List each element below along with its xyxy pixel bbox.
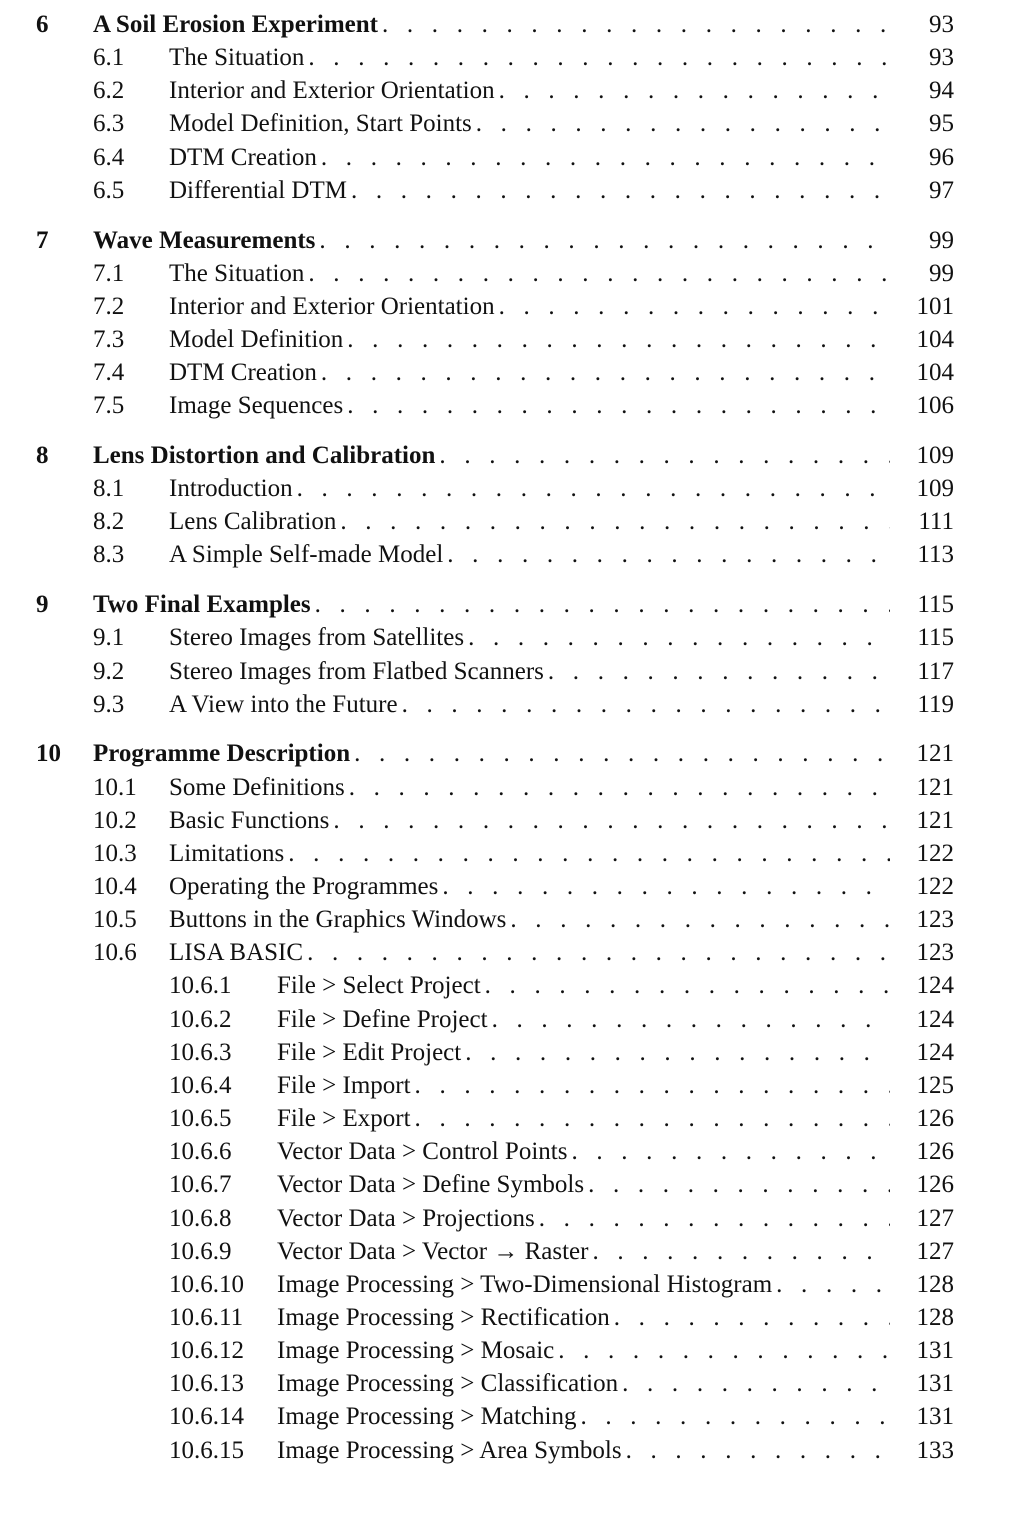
toc-entry-number: 6.1 — [93, 44, 125, 72]
toc-entry-number: 9 — [36, 591, 49, 619]
toc-entry-number: 7.5 — [93, 392, 125, 420]
toc-page-number: 123 — [916, 939, 954, 967]
toc-entry-number: 10.3 — [93, 839, 137, 867]
toc-entry-number: 10.6.6 — [169, 1138, 232, 1166]
leader-dots — [307, 936, 890, 969]
toc-page-number: 122 — [916, 839, 954, 867]
leader-dots — [622, 1367, 890, 1400]
toc-entry — [277, 1434, 890, 1467]
leader-dots — [321, 356, 890, 389]
toc-page-number: 94 — [929, 77, 954, 105]
toc-entry — [277, 1301, 890, 1334]
toc-entry-title: Vector Data > Projections — [277, 1204, 535, 1232]
toc-page-number: 93 — [929, 44, 954, 72]
toc-entry-number: 10.6.15 — [169, 1436, 244, 1464]
leader-dots — [499, 290, 890, 323]
toc-chapter-row — [0, 224, 1026, 257]
toc-entry-title: File > Edit Project — [277, 1038, 462, 1066]
leader-dots — [308, 257, 890, 290]
leader-dots — [465, 1036, 890, 1069]
toc-section-row — [0, 936, 1026, 969]
leader-dots — [548, 655, 890, 688]
toc-entry — [169, 870, 890, 903]
toc-page-number: 126 — [916, 1105, 954, 1132]
toc-section-row — [0, 141, 1026, 174]
leader-dots — [447, 538, 890, 571]
leader-dots — [415, 1102, 890, 1135]
toc-subsection-row — [0, 1334, 1026, 1367]
toc-page-number: 117 — [917, 657, 954, 685]
toc-section-row — [0, 290, 1026, 323]
toc-entry — [277, 1003, 890, 1036]
toc-entry-title: Interior and Exterior Orientation — [169, 77, 495, 105]
toc-page-number: 115 — [917, 624, 954, 652]
toc-entry — [169, 936, 890, 969]
toc-page-number: 109 — [916, 475, 954, 503]
leader-dots — [354, 737, 890, 770]
toc-page-number: 119 — [917, 690, 954, 718]
toc-subsection-row — [0, 1102, 1026, 1135]
toc-section-row — [0, 837, 1026, 870]
leader-dots — [485, 969, 890, 1002]
toc-page-number: 127 — [916, 1237, 954, 1265]
toc-entry — [169, 538, 890, 571]
toc-entry — [169, 505, 890, 538]
toc-entry-number: 7.4 — [93, 359, 125, 387]
toc-entry-title: Introduction — [169, 475, 293, 503]
toc-entry-number: 10.6.9 — [169, 1237, 232, 1265]
leader-dots — [626, 1434, 890, 1467]
toc-entry — [277, 1202, 890, 1235]
toc-subsection-row — [0, 1036, 1026, 1069]
toc-entry-number: 8.2 — [93, 508, 125, 536]
toc-entry — [277, 1102, 890, 1135]
toc-entry-title: Vector Data > Vector → Raster — [277, 1237, 589, 1265]
toc-page-number: 115 — [917, 591, 954, 619]
toc-entry — [277, 1400, 890, 1433]
toc-page-number: 106 — [916, 392, 954, 420]
toc-entry-title: Image Processing > Area Symbols — [277, 1436, 622, 1464]
toc-entry-title: Image Sequences — [169, 392, 344, 420]
toc-entry — [277, 1367, 890, 1400]
leader-dots — [382, 8, 890, 41]
toc-entry-number: 8.3 — [93, 541, 125, 569]
toc-entry — [169, 389, 890, 422]
leader-dots — [492, 1003, 890, 1036]
toc-subsection-row — [0, 1367, 1026, 1400]
leader-dots — [308, 41, 890, 74]
toc-entry — [169, 472, 890, 505]
toc-entry — [277, 1235, 890, 1268]
toc-entry-title: Buttons in the Graphics Windows — [169, 906, 507, 934]
toc-section-row — [0, 538, 1026, 571]
toc-entry-title: Limitations — [169, 839, 285, 867]
toc-entry-title: The Situation — [169, 44, 305, 72]
toc-page-number: 104 — [916, 359, 954, 387]
toc-entry — [277, 1135, 890, 1168]
toc-entry-number: 10.6.11 — [169, 1304, 244, 1331]
toc-entry-title: Vector Data > Define Symbols — [277, 1171, 585, 1199]
leader-dots — [571, 1135, 890, 1168]
toc-page-number: 124 — [916, 1038, 954, 1066]
toc-entry-title: Operating the Programmes — [169, 873, 439, 900]
toc-entry — [169, 141, 890, 174]
toc-section-row — [0, 505, 1026, 538]
toc-page-number: 125 — [916, 1071, 954, 1099]
toc-entry — [169, 290, 890, 323]
toc-page-number: 126 — [916, 1138, 954, 1166]
toc-subsection-row — [0, 1268, 1026, 1301]
toc-page-number: 104 — [916, 325, 954, 353]
toc-page-number: 124 — [916, 972, 954, 1000]
toc-page-number: 121 — [916, 806, 954, 834]
toc-page-number: 113 — [917, 541, 954, 569]
toc-entry-number: 8.1 — [93, 475, 125, 503]
toc-entry — [277, 1268, 890, 1301]
toc-entry-number: 9.3 — [93, 690, 125, 718]
toc-entry-number: 10.1 — [93, 773, 137, 801]
leader-dots — [468, 621, 890, 654]
toc-entry — [169, 356, 890, 389]
toc-subsection-row — [0, 1434, 1026, 1467]
leader-dots — [347, 323, 890, 356]
toc-entry-title: File > Select Project — [277, 972, 481, 1000]
toc-page-number: 93 — [929, 11, 954, 38]
toc-entry — [169, 74, 890, 107]
toc-entry — [169, 903, 890, 936]
toc-page-number: 126 — [916, 1171, 954, 1199]
leader-dots — [319, 224, 890, 257]
toc-entry — [169, 655, 890, 688]
toc-entry-number: 10.4 — [93, 873, 137, 900]
toc-section-row — [0, 74, 1026, 107]
toc-subsection-row — [0, 969, 1026, 1002]
toc-entry-number: 6.5 — [93, 176, 125, 204]
toc-entry — [277, 1168, 890, 1201]
toc-subsection-row — [0, 1135, 1026, 1168]
toc-entry-number: 10 — [36, 740, 61, 768]
toc-entry-number: 10.6.12 — [169, 1337, 244, 1365]
leader-dots — [558, 1334, 890, 1367]
toc-entry-title: Lens Distortion and Calibration — [93, 442, 436, 469]
leader-dots — [476, 107, 890, 140]
leader-dots — [347, 389, 890, 422]
toc-entry-number: 7.2 — [93, 292, 125, 320]
toc-entry-number: 7 — [36, 226, 49, 254]
toc-entry-number: 10.6.1 — [169, 972, 232, 1000]
toc-entry-number: 6.2 — [93, 77, 125, 105]
toc-subsection-row — [0, 1069, 1026, 1102]
leader-dots — [415, 1069, 890, 1102]
toc-section-row — [0, 323, 1026, 356]
toc-entry-number: 8 — [36, 442, 49, 469]
toc-entry-number: 10.2 — [93, 806, 137, 834]
toc-entry-title: A View into the Future — [169, 690, 398, 718]
toc-section-row — [0, 804, 1026, 837]
toc-entry — [93, 439, 890, 472]
toc-page-number: 121 — [916, 773, 954, 801]
leader-dots — [333, 804, 890, 837]
toc-section-row — [0, 472, 1026, 505]
toc-entry-title: Image Processing > Classification — [277, 1370, 619, 1398]
toc-entry-title: File > Import — [277, 1071, 411, 1099]
toc-page-number: 131 — [916, 1337, 954, 1365]
toc-entry-title: Model Definition — [169, 325, 344, 353]
toc-page-number: 121 — [916, 740, 954, 768]
leader-dots — [297, 472, 890, 505]
toc-page-number: 128 — [916, 1304, 954, 1331]
toc-entry-number: 10.6.14 — [169, 1403, 244, 1431]
toc-entry-number: 10.6.3 — [169, 1038, 232, 1066]
toc-entry-number: 6 — [36, 11, 49, 38]
toc-section-row — [0, 107, 1026, 140]
toc-entry — [277, 1069, 890, 1102]
toc-entry-title: Interior and Exterior Orientation — [169, 292, 495, 320]
toc-entry-title: Image Processing > Rectification — [277, 1304, 610, 1331]
leader-dots — [588, 1168, 890, 1201]
toc-entry-title: Wave Measurements — [93, 226, 316, 254]
leader-dots — [315, 588, 890, 621]
leader-dots — [499, 74, 890, 107]
toc-entry-title: Stereo Images from Satellites — [169, 624, 465, 652]
toc-page-number: 128 — [916, 1270, 954, 1298]
toc-section-row — [0, 903, 1026, 936]
toc-entry — [93, 224, 890, 257]
leader-dots — [321, 141, 890, 174]
leader-dots — [580, 1400, 890, 1433]
toc-section-row — [0, 771, 1026, 804]
toc-entry-number: 7.1 — [93, 259, 125, 287]
leader-dots — [510, 903, 890, 936]
toc-entry-number: 10.5 — [93, 906, 137, 934]
leader-dots — [288, 837, 890, 870]
toc-entry-title: File > Export — [277, 1105, 411, 1132]
toc-page-number: 131 — [916, 1403, 954, 1431]
toc-page-number: 111 — [918, 508, 954, 536]
toc-entry-title: Image Processing > Mosaic — [277, 1337, 555, 1365]
toc-section-row — [0, 174, 1026, 207]
toc-page-number: 99 — [929, 259, 954, 287]
toc-entry-number: 10.6.13 — [169, 1370, 244, 1398]
toc-page-number: 124 — [916, 1005, 954, 1033]
toc-section-row — [0, 389, 1026, 422]
toc-entry-title: LISA BASIC — [169, 939, 304, 967]
toc-page-number: 131 — [916, 1370, 954, 1398]
toc-entry-number: 10.6.10 — [169, 1270, 244, 1298]
toc-entry-title: A Soil Erosion Experiment — [93, 11, 378, 38]
toc-entry-title: Image Processing > Matching — [277, 1403, 577, 1431]
toc-chapter-row — [0, 588, 1026, 621]
toc-section-row — [0, 257, 1026, 290]
toc-entry-number: 7.3 — [93, 325, 125, 353]
toc-entry-title: Basic Functions — [169, 806, 330, 834]
leader-dots — [592, 1235, 890, 1268]
toc-page-number: 101 — [916, 292, 954, 320]
toc-entry — [277, 1036, 890, 1069]
toc-entry-title: Stereo Images from Flatbed Scanners — [169, 657, 544, 685]
toc-entry-number: 6.3 — [93, 110, 125, 138]
leader-dots — [776, 1268, 890, 1301]
toc-entry-number: 10.6.8 — [169, 1204, 232, 1232]
toc-entry-title: Two Final Examples — [93, 591, 311, 619]
toc-entry — [169, 621, 890, 654]
toc-entry — [169, 804, 890, 837]
toc-entry-title: Vector Data > Control Points — [277, 1138, 568, 1166]
toc-section-row — [0, 870, 1026, 903]
toc-entry — [277, 1334, 890, 1367]
toc-subsection-row — [0, 1235, 1026, 1268]
toc-entry-title: File > Define Project — [277, 1005, 488, 1033]
leader-dots — [539, 1202, 890, 1235]
toc-section-row — [0, 655, 1026, 688]
toc-entry-title: DTM Creation — [169, 143, 317, 171]
toc-entry-title: DTM Creation — [169, 359, 317, 387]
leader-dots — [439, 439, 890, 472]
toc-entry-title: Model Definition, Start Points — [169, 110, 472, 138]
toc-entry-title: Some Definitions — [169, 773, 345, 801]
toc-page-number: 97 — [929, 176, 954, 204]
toc-entry — [93, 588, 890, 621]
toc-entry — [169, 688, 890, 721]
toc-entry-number: 6.4 — [93, 143, 125, 171]
toc-entry — [93, 8, 890, 41]
toc-page-number: 109 — [916, 442, 954, 469]
leader-dots — [614, 1301, 890, 1334]
toc-entry-number: 9.1 — [93, 624, 125, 652]
toc-chapter-row — [0, 737, 1026, 770]
toc-entry-title: A Simple Self-made Model — [169, 541, 444, 569]
toc-subsection-row — [0, 1168, 1026, 1201]
toc-page-number: 127 — [916, 1204, 954, 1232]
toc-section-row — [0, 41, 1026, 74]
toc-entry-number: 10.6.2 — [169, 1005, 232, 1033]
toc-entry — [169, 323, 890, 356]
toc-section-row — [0, 356, 1026, 389]
toc-entry-title: Differential DTM — [169, 176, 347, 204]
toc-entry-title: Programme Description — [93, 740, 351, 768]
toc-subsection-row — [0, 1003, 1026, 1036]
toc-entry — [169, 837, 890, 870]
leader-dots — [442, 870, 890, 903]
toc-entry-number: 9.2 — [93, 657, 125, 685]
toc-entry-title: Image Processing > Two-Dimensional Histogram — [277, 1270, 773, 1298]
toc-entry — [93, 737, 890, 770]
toc-entry-title: The Situation — [169, 259, 305, 287]
toc-entry-number: 10.6 — [93, 939, 137, 967]
toc-section-row — [0, 621, 1026, 654]
toc-entry — [169, 771, 890, 804]
toc-subsection-row — [0, 1301, 1026, 1334]
toc-entry-number: 10.6.7 — [169, 1171, 232, 1199]
toc-subsection-row — [0, 1202, 1026, 1235]
toc-entry-number: 10.6.5 — [169, 1105, 232, 1132]
toc-page-number: 133 — [916, 1436, 954, 1464]
toc-page-number: 99 — [929, 226, 954, 254]
toc-entry-title: Lens Calibration — [169, 508, 337, 536]
toc-page-number: 96 — [929, 143, 954, 171]
toc-entry — [169, 41, 890, 74]
leader-dots — [402, 688, 890, 721]
toc-entry — [169, 107, 890, 140]
toc-entry — [277, 969, 890, 1002]
toc-page-number: 95 — [929, 110, 954, 138]
toc-entry — [169, 257, 890, 290]
leader-dots — [349, 771, 890, 804]
toc-page-number: 122 — [916, 873, 954, 900]
toc-entry — [169, 174, 890, 207]
leader-dots — [351, 174, 890, 207]
leader-dots — [340, 505, 890, 538]
toc-chapter-row — [0, 439, 1026, 472]
toc-page-number: 123 — [916, 906, 954, 934]
toc-entry-number: 10.6.4 — [169, 1071, 232, 1099]
toc-chapter-row — [0, 8, 1026, 41]
toc-section-row — [0, 688, 1026, 721]
toc-subsection-row — [0, 1400, 1026, 1433]
